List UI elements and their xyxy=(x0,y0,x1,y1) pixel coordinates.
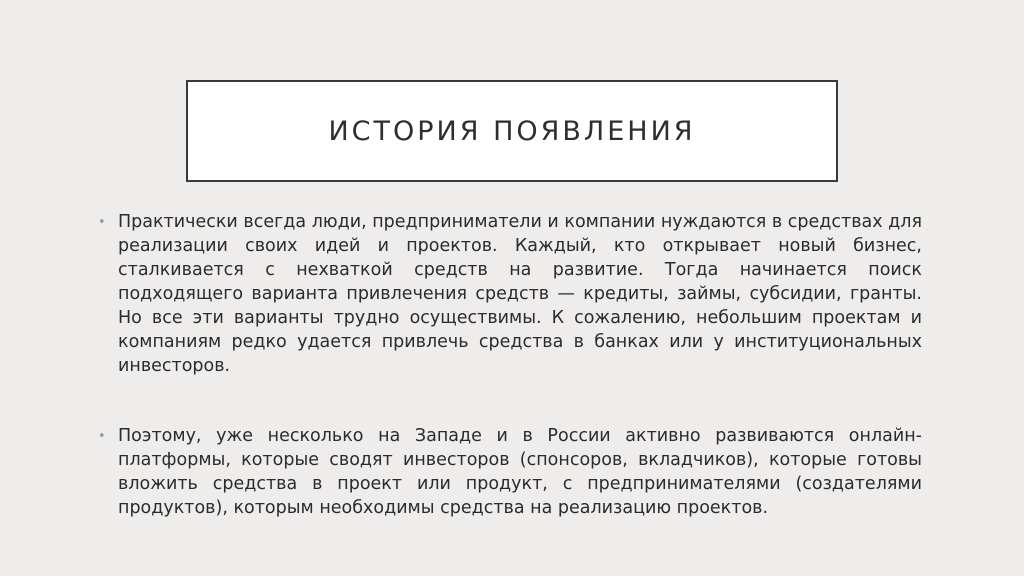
bullet-icon: • xyxy=(98,429,106,444)
bullet-item xyxy=(98,210,922,378)
slide-content xyxy=(98,210,922,520)
bullet-text: Поэтому, уже несколько на Западе и в России активно развиваются онлайн-платформы, которые сводят инвесторов (спонсоров, вкладчиков), которые готовы вложить средства в проект или продукт, с предпринимателями (создателями продуктов), которым необходимы средства на реализацию проектов. xyxy=(118,426,922,518)
bullet-item xyxy=(98,424,922,520)
slide-title: ИСТОРИЯ ПОЯВЛЕНИЯ xyxy=(328,115,696,147)
title-box xyxy=(186,80,838,182)
bullet-icon: • xyxy=(98,215,106,230)
bullet-text: Практически всегда люди, предприниматели и компании нуждаются в средствах для реализации своих идей и проектов. Каждый, кто открывает новый бизнес, сталкивается с нехваткой средств на развитие. Тогда начинается поиск подходящего варианта привлечения средств — кредиты, займы, субсидии, гранты. Но все эти варианты трудно осуществимы. К сожалению, небольшим проектам и компаниям редко удается привлечь средства в банках или у институциональных инвесторов. xyxy=(118,212,922,376)
